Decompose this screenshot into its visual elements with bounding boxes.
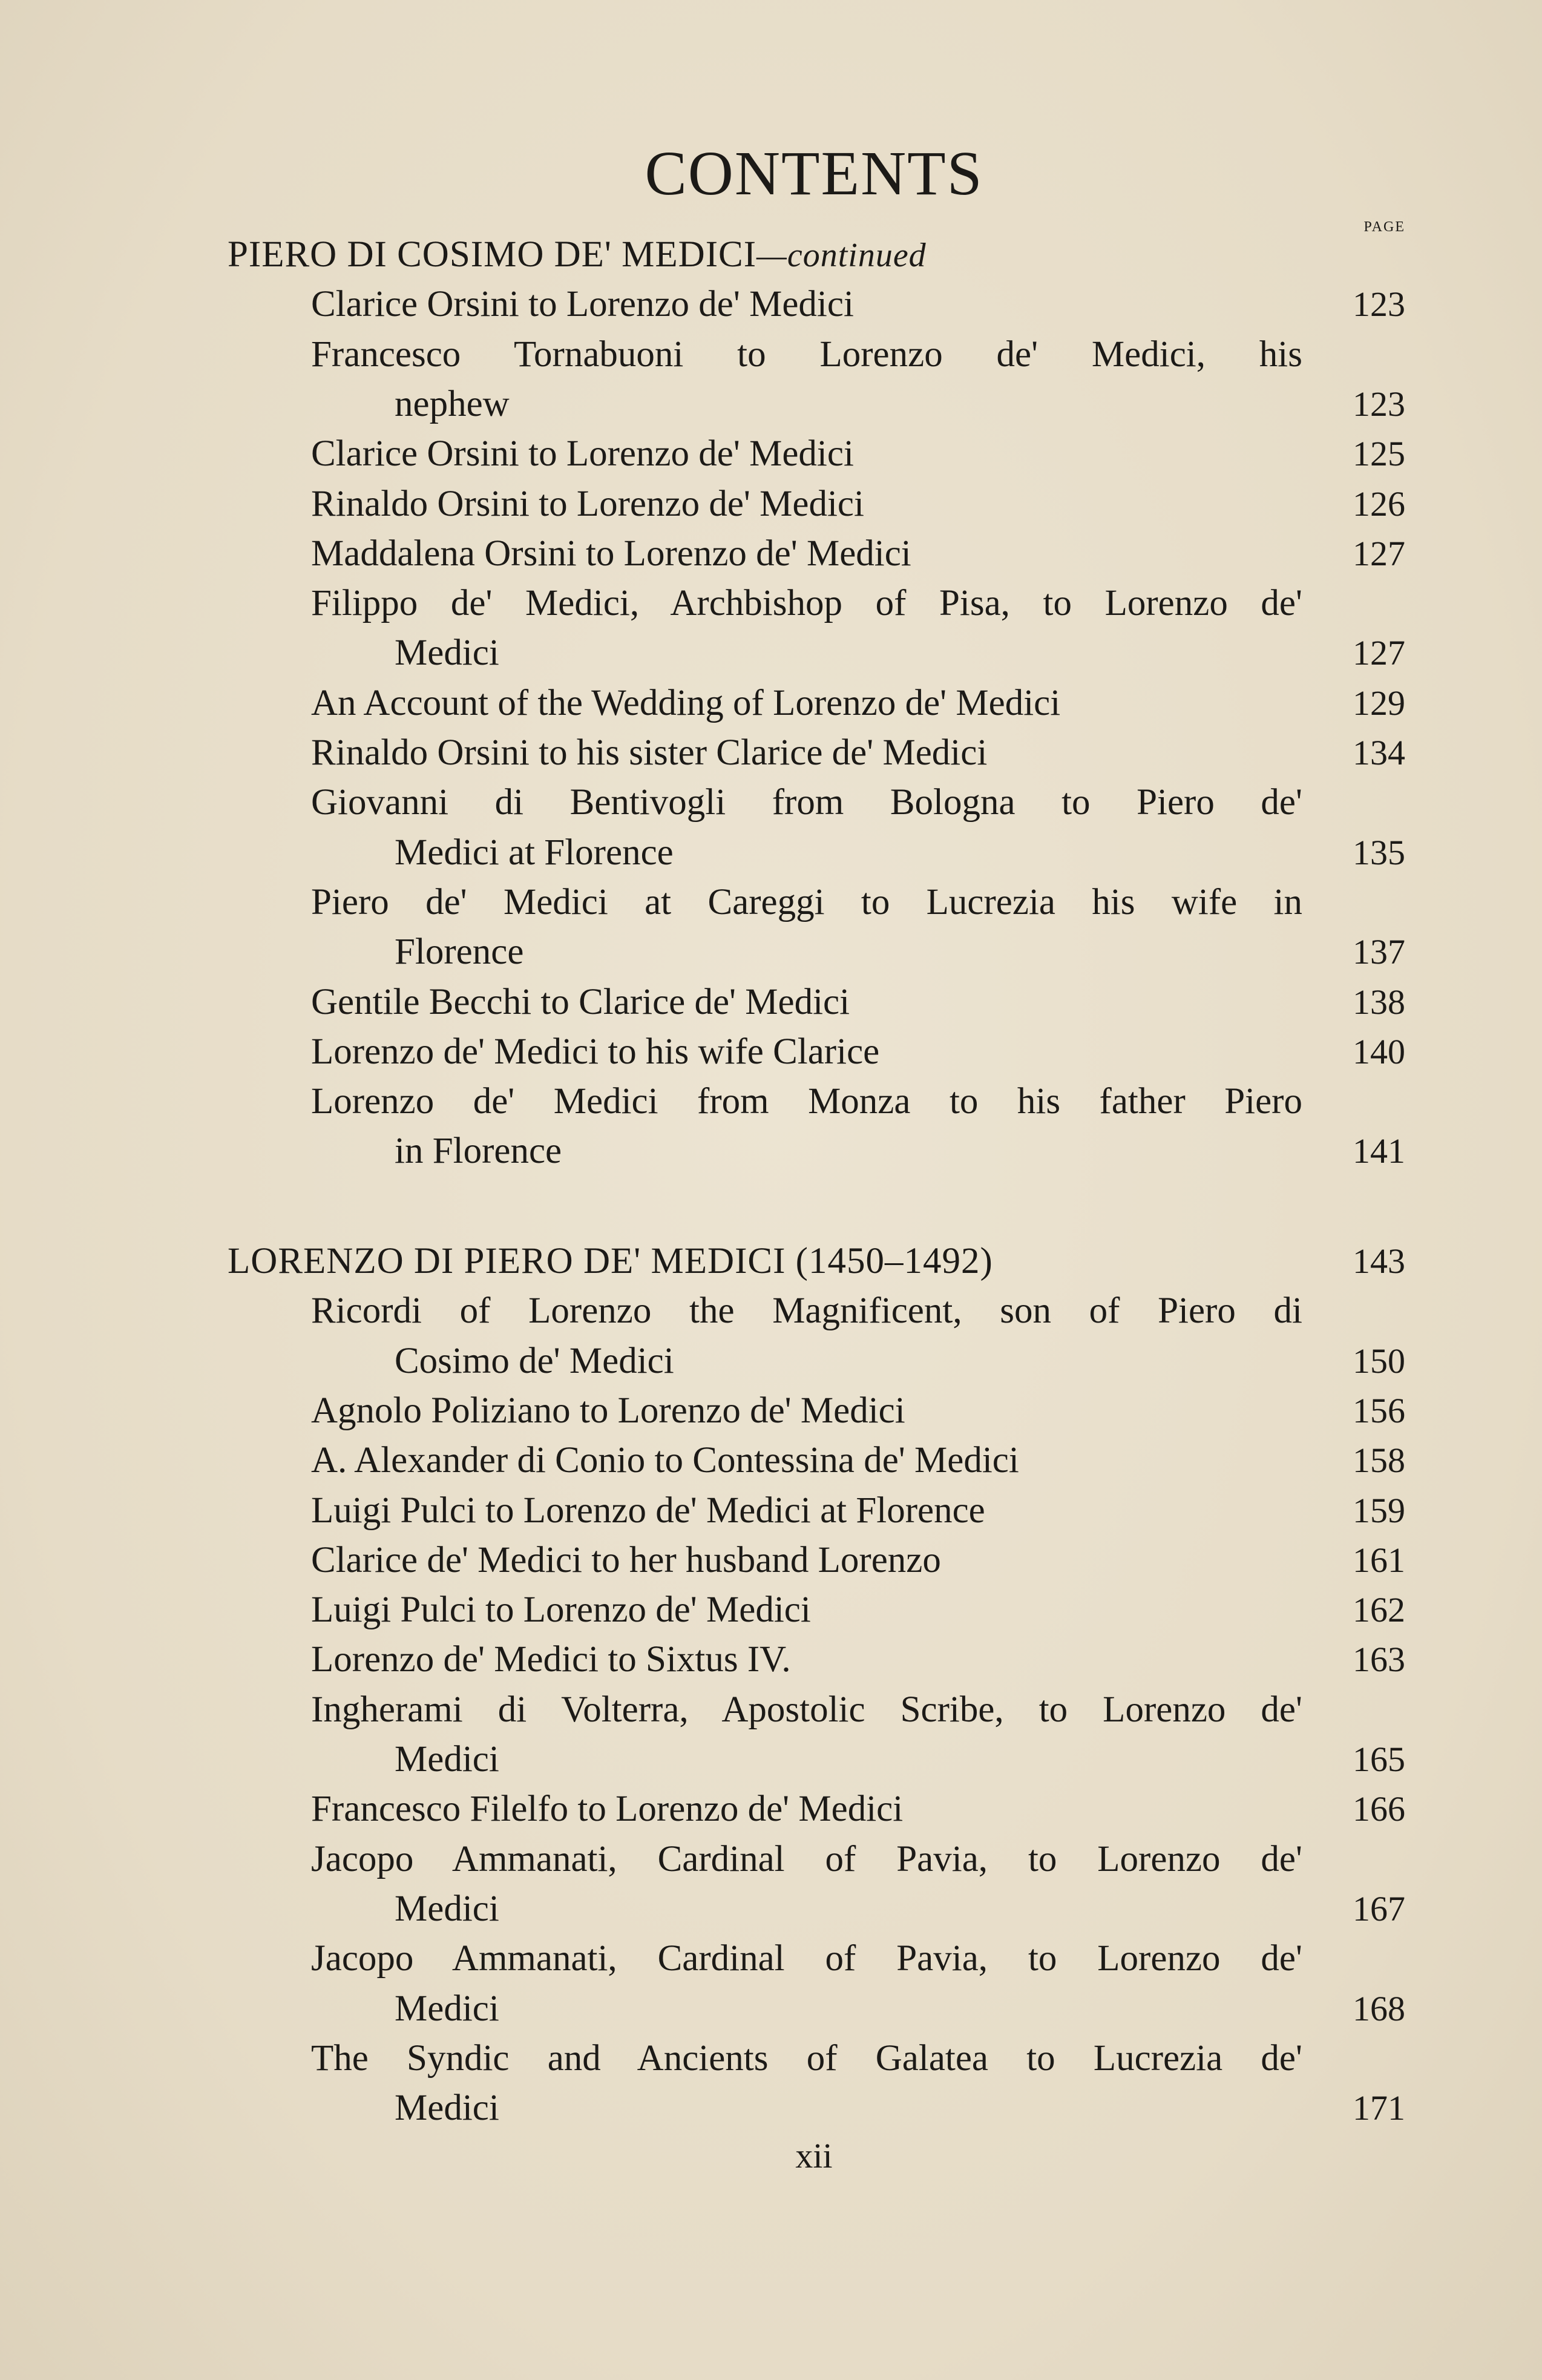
toc-entry-page-number: 159	[1353, 1490, 1405, 1530]
section-heading-text: LORENZO DI PIERO DE' MEDICI (1450–1492)	[228, 1241, 993, 1281]
toc-entry-page-number: 138	[1353, 982, 1405, 1022]
toc-entry-title: An Account of the Wedding of Lorenzo de' Medici	[311, 682, 1061, 723]
toc-entry-page-number: 126	[1353, 484, 1405, 524]
toc-entry-page-number: 140	[1353, 1031, 1405, 1071]
toc-entry-continuation: in Florence	[395, 1131, 562, 1172]
toc-entry-page-number: 141	[1353, 1131, 1405, 1171]
page-column-label: PAGE	[1363, 219, 1405, 235]
toc-entry-page-number: 127	[1353, 533, 1405, 573]
toc-entry-continuation: Medici	[395, 1739, 499, 1780]
toc-entry-page-number: 161	[1353, 1540, 1405, 1580]
toc-entry-title: Gentile Becchi to Clarice de' Medici	[311, 981, 850, 1022]
page-title: CONTENTS	[645, 139, 983, 208]
toc-entry-title: Rinaldo Orsini to his sister Clarice de' Medici	[311, 732, 988, 773]
toc-entry-continuation: Medici	[395, 1888, 499, 1929]
section-heading	[228, 230, 927, 280]
toc-entry-continuation: Medici at Florence	[395, 832, 674, 873]
toc-entry-page-number: 150	[1353, 1341, 1405, 1381]
toc-entry-page-number: 127	[1353, 633, 1405, 673]
toc-entry-page-number: 137	[1353, 932, 1405, 972]
toc-entry-page-number: 135	[1353, 832, 1405, 872]
toc-entry-page-number: 162	[1353, 1590, 1405, 1630]
toc-entry-continuation: Medici	[395, 2088, 499, 2129]
toc-entry-title: Filippo de' Medici, Archbishop of Pisa, to Lorenzo de'	[311, 583, 1302, 624]
toc-entry-continuation: Medici	[395, 633, 499, 674]
section-page-number: 143	[1353, 1241, 1405, 1281]
toc-entry-title: A. Alexander di Conio to Contessina de' Medici	[311, 1440, 1019, 1481]
toc-entry-page-number: 156	[1353, 1390, 1405, 1430]
toc-entry-page-number: 158	[1353, 1441, 1405, 1481]
toc-entry-title: Piero de' Medici at Careggi to Lucrezia his wife in	[311, 881, 1302, 922]
toc-entry-title: Luigi Pulci to Lorenzo de' Medici	[311, 1589, 811, 1631]
toc-entry-page-number: 123	[1353, 384, 1405, 424]
toc-entry-continuation: Florence	[395, 932, 524, 973]
toc-entry-title: Lorenzo de' Medici to his wife Clarice	[311, 1031, 880, 1072]
toc-entry-page-number: 129	[1353, 683, 1405, 723]
toc-entry-title: Francesco Filelfo to Lorenzo de' Medici	[311, 1789, 904, 1830]
toc-entry-title: Jacopo Ammanati, Cardinal of Pavia, to Lorenzo de'	[311, 1938, 1302, 1979]
section-heading-text: PIERO DI COSIMO DE' MEDICI	[228, 234, 757, 275]
section-heading-suffix: —continued	[756, 237, 927, 274]
toc-entry-title: Jacopo Ammanati, Cardinal of Pavia, to Lorenzo de'	[311, 1838, 1302, 1879]
toc-entry-title: Giovanni di Bentivogli from Bologna to Piero de'	[311, 782, 1302, 823]
toc-entry-title: Francesco Tornabuoni to Lorenzo de' Medici, his	[311, 334, 1302, 375]
toc-entry-title: Clarice Orsini to Lorenzo de' Medici	[311, 284, 854, 325]
section-heading	[228, 1237, 993, 1286]
toc-entry-title: Rinaldo Orsini to Lorenzo de' Medici	[311, 483, 864, 524]
toc-entry-title: Ingherami di Volterra, Apostolic Scribe, to Lorenzo de'	[311, 1689, 1302, 1730]
toc-entry-title: Clarice Orsini to Lorenzo de' Medici	[311, 433, 854, 475]
toc-entry-title: Clarice de' Medici to her husband Lorenzo	[311, 1539, 941, 1580]
toc-entry-page-number: 163	[1353, 1640, 1405, 1680]
toc-entry-continuation: Medici	[395, 1988, 499, 2029]
toc-entry-continuation: nephew	[395, 383, 510, 424]
toc-entry-page-number: 165	[1353, 1740, 1405, 1779]
toc-entry-title: Lorenzo de' Medici from Monza to his father Piero	[311, 1081, 1302, 1122]
toc-entry-page-number: 168	[1353, 1988, 1405, 2028]
toc-entry-page-number: 171	[1353, 2088, 1405, 2128]
page-number: xii	[795, 2136, 833, 2175]
toc-entry-title: Lorenzo de' Medici to Sixtus IV.	[311, 1639, 791, 1680]
toc-entry-continuation: Cosimo de' Medici	[395, 1340, 674, 1381]
toc-entry-page-number: 123	[1353, 284, 1405, 324]
toc-entry-title: Luigi Pulci to Lorenzo de' Medici at Florence	[311, 1490, 985, 1531]
toc-entry-title: Agnolo Poliziano to Lorenzo de' Medici	[311, 1390, 905, 1431]
toc-entry-page-number: 167	[1353, 1889, 1405, 1928]
toc-entry-page-number: 134	[1353, 733, 1405, 772]
toc-entry-title: The Syndic and Ancients of Galatea to Lucrezia de'	[311, 2037, 1302, 2079]
toc-entry-title: Maddalena Orsini to Lorenzo de' Medici	[311, 533, 911, 574]
toc-entry-title: Ricordi of Lorenzo the Magnificent, son of Piero di	[311, 1290, 1302, 1332]
toc-entry-page-number: 166	[1353, 1789, 1405, 1829]
toc-entry-page-number: 125	[1353, 434, 1405, 474]
